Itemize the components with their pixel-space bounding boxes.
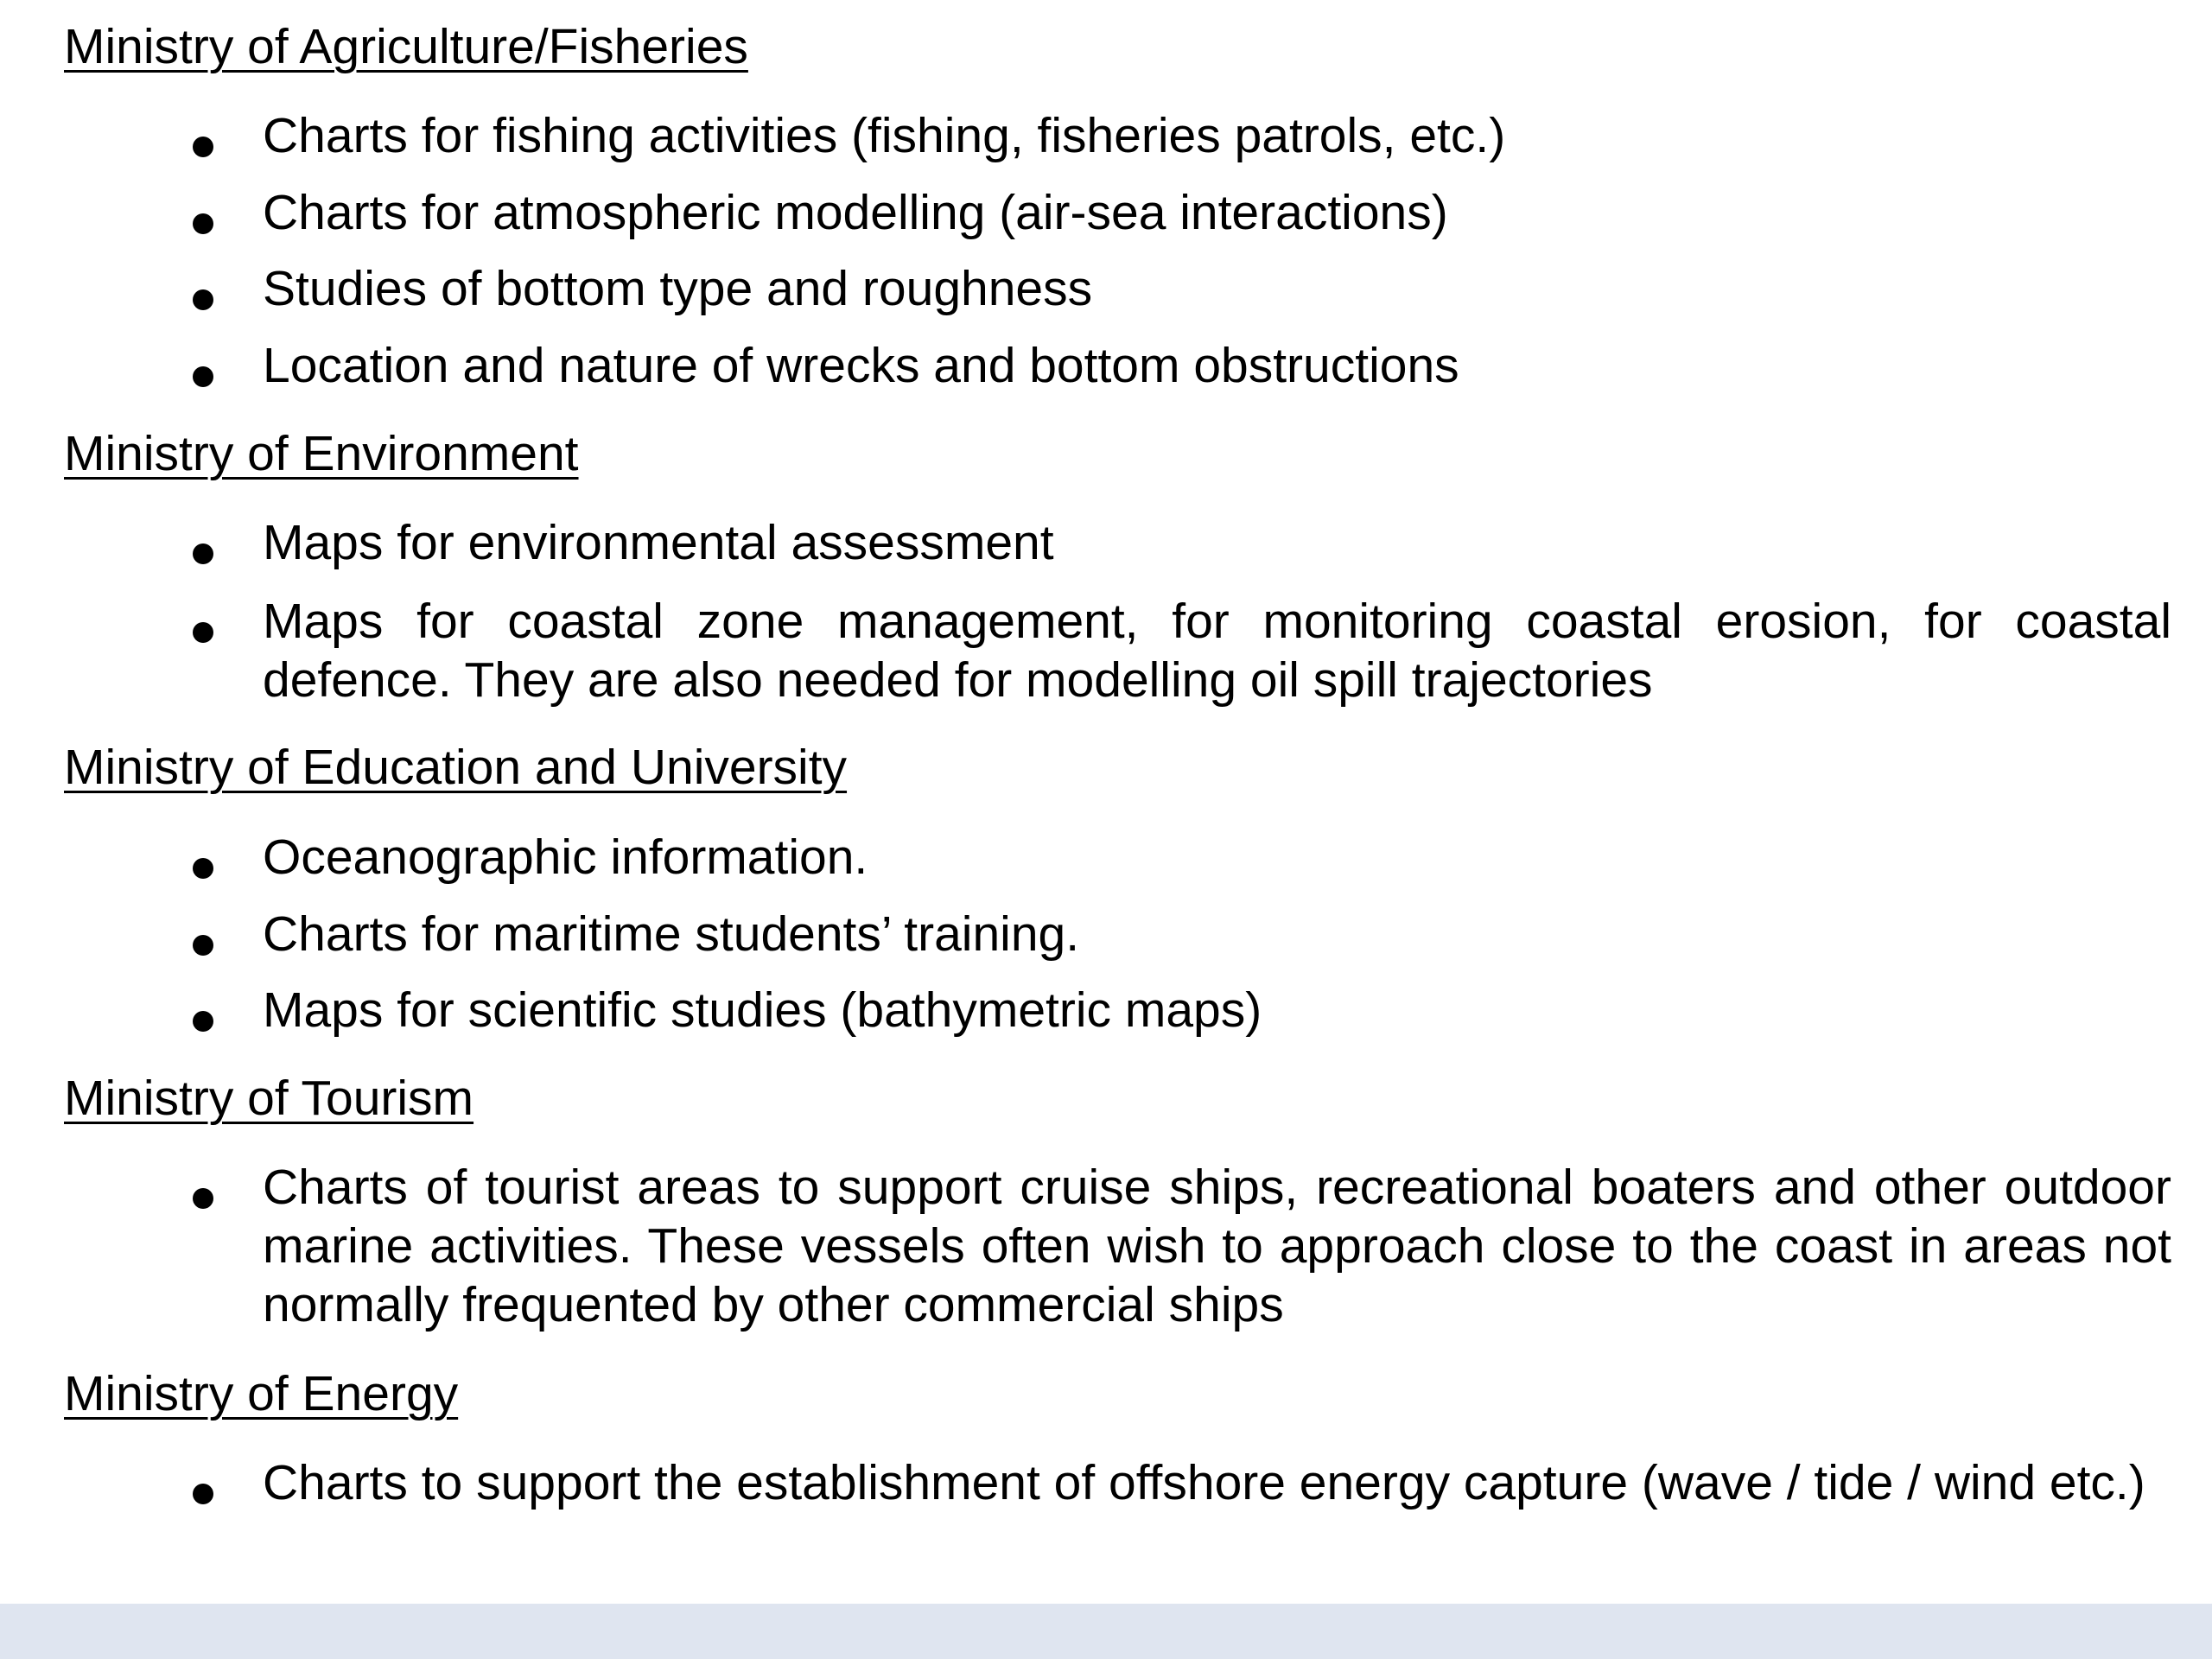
list-item-text: Charts for atmospheric modelling (air-sea interactions) xyxy=(263,185,1448,240)
section-heading-tourism: Ministry of Tourism xyxy=(64,1071,474,1126)
bullet-icon xyxy=(193,858,213,879)
list-item-text: Location and nature of wrecks and bottom obstructions xyxy=(263,338,1459,393)
bullet-icon xyxy=(193,622,213,643)
footer-band xyxy=(0,1604,2212,1659)
list-item-text: Charts to support the establishment of offshore energy capture (wave / tide / wind etc.) xyxy=(263,1455,2145,1510)
bullet-icon xyxy=(193,1484,213,1504)
list-item-text: Charts for fishing activities (fishing, fisheries patrols, etc.) xyxy=(263,108,1506,163)
bullet-icon xyxy=(193,543,213,564)
bullet-icon xyxy=(193,213,213,234)
list-item-text: Maps for scientific studies (bathymetric maps) xyxy=(263,982,1262,1038)
bullet-icon xyxy=(193,1011,213,1032)
bullet-icon xyxy=(193,289,213,310)
section-heading-education-university: Ministry of Education and University xyxy=(64,740,848,795)
section-heading-environment: Ministry of Environment xyxy=(64,426,579,481)
bullet-icon xyxy=(193,935,213,956)
list-item-text: Oceanographic information. xyxy=(263,830,868,885)
list-item-text: Maps for environmental assessment xyxy=(263,515,1054,570)
section-heading-agriculture-fisheries: Ministry of Agriculture/Fisheries xyxy=(64,19,748,74)
list-item-text: Charts for maritime students’ training. xyxy=(263,906,1080,962)
bullet-icon xyxy=(193,366,213,387)
list-item-text: Studies of bottom type and roughness xyxy=(263,261,1093,316)
bullet-icon xyxy=(193,1188,213,1209)
section-heading-energy: Ministry of Energy xyxy=(64,1366,459,1421)
list-item-text: Maps for coastal zone management, for monitoring coastal erosion, for coastal defence. They are also needed for modelling oil spill trajectories xyxy=(263,594,2171,708)
list-item-text: Charts of tourist areas to support cruise ships, recreational boaters and other outdoor marine activities. These vessels often wish to approach close to the coast in areas not normally frequented by other commercial ships xyxy=(263,1160,2171,1332)
bullet-icon xyxy=(193,137,213,157)
